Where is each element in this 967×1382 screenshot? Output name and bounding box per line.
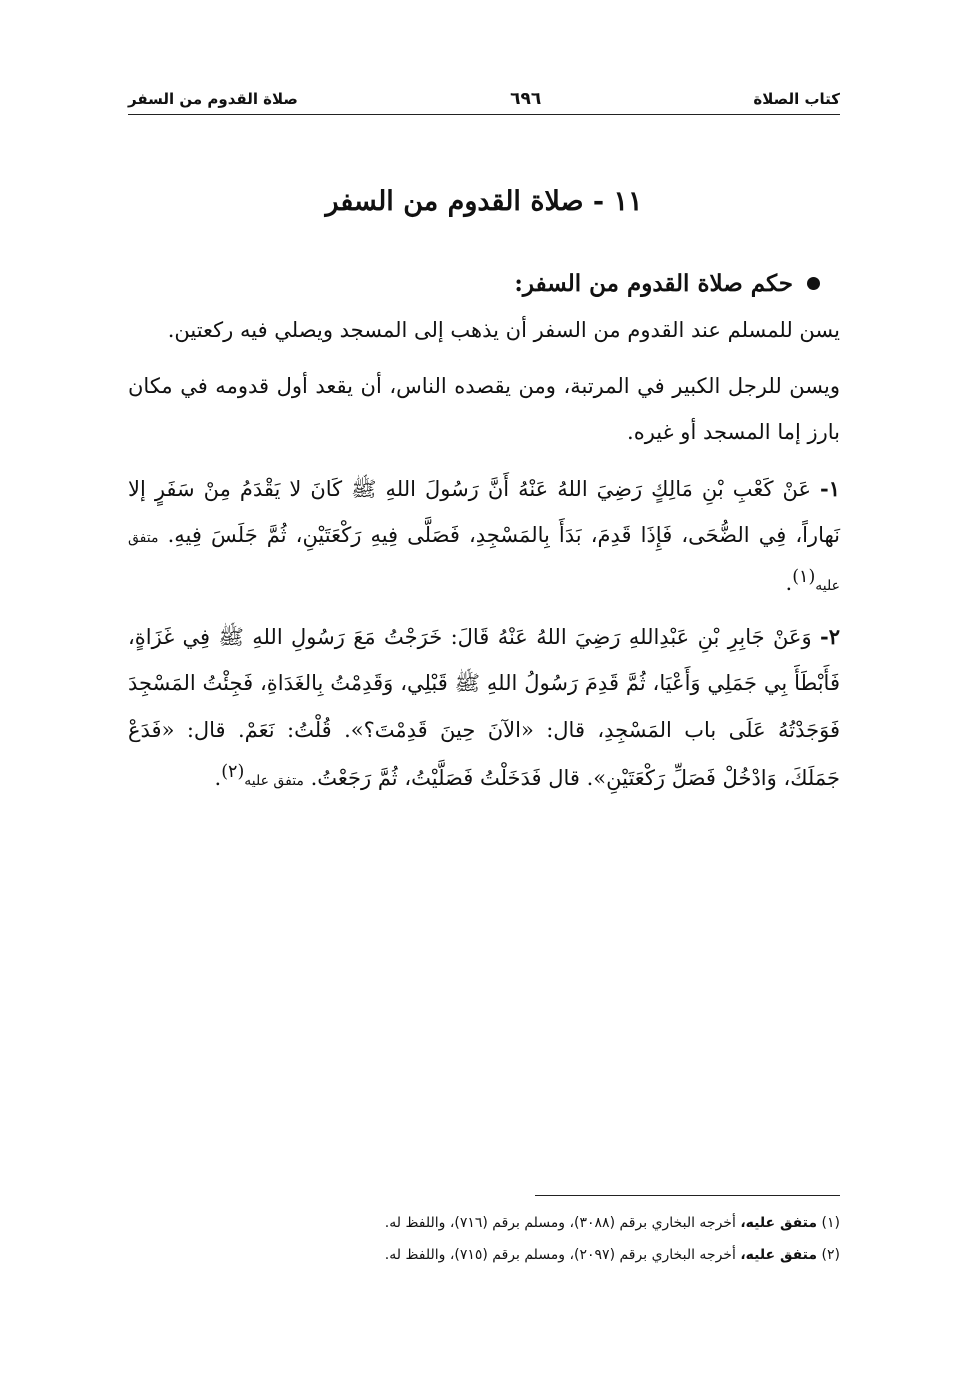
footnote-1 <box>128 1212 840 1234</box>
footnotes <box>128 1195 840 1277</box>
chapter-title: ١١ - صلاة القدوم من السفر <box>325 186 643 217</box>
footnote-label: متفق عليه، <box>740 1247 818 1264</box>
footnote-text: أخرجه البخاري برقم (٣٠٨٨)، ومسلم برقم (٧١٦)، واللفظ له. <box>384 1215 736 1231</box>
hadith-source: متفق عليه <box>244 772 304 789</box>
page-number: ٦٩٦ <box>510 89 542 109</box>
footnote-ref[interactable]: (١) <box>792 566 816 587</box>
paragraph-2: ويسن للرجل الكبير في المرتبة، ومن يقصده الناس، أن يقعد أول قدومه في مكان بارز إما المسجد أو غيره. <box>128 374 840 445</box>
bullet-icon <box>807 277 820 290</box>
footnote-ref[interactable]: (٢) <box>221 761 245 782</box>
page-content <box>128 270 840 809</box>
hadith-text: وَعَنْ جَابِرِ بْنِ عَبْدِاللهِ رَضِيَ اللهُ عَنْهُ قَالَ: خَرَجْتُ مَعَ رَسُولِ اللهِ ﷺ فِي غَزَاةٍ، فَأَبْطَأَ بِي جَمَلِي وَأَعْيَا، ثُمَّ قَدِمَ رَسُولُ اللهِ ﷺ قَبْلِي، وَقَدِمْتُ بِالغَدَاةِ، فَجِئْتُ المَسْجِدَ فَوَجَدْتُهُ عَلَى باب المَسْجِدِ، قال: «الآنَ حِينَ قَدِمْتَ؟». قُلْتُ: نَعَمْ. قال: «فَدَعْ جَمَلَكَ، وَادْخُلْ فَصَلِّ رَكْعَتَيْنِ». قال فَدَخَلْتُ فَصَلَّيْتُ، ثُمَّ رَجَعْتُ. <box>128 625 840 790</box>
header-book-title: كتاب الصلاة <box>753 90 840 108</box>
footnote-divider <box>535 1195 840 1196</box>
hadith-2: ٢- وَعَنْ جَابِرِ بْنِ عَبْدِاللهِ رَضِيَ اللهُ عَنْهُ قَالَ: خَرَجْتُ مَعَ رَسُولِ اللهِ ﷺ فِي غَزَاةٍ، فَأَبْطَأَ بِي جَمَلِي وَأَعْيَا، ثُمَّ قَدِمَ رَسُولُ اللهِ ﷺ قَبْلِي، وَقَدِمْتُ بِالغَدَاةِ، فَجِئْتُ المَسْجِدَ فَوَجَدْتُهُ عَلَى باب المَسْجِدِ، قال: «الآنَ حِينَ قَدِمْتَ؟». قُلْتُ: نَعَمْ. قال: «فَدَعْ جَمَلَكَ، وَادْخُلْ فَصَلِّ رَكْعَتَيْنِ». قال فَدَخَلْتُ فَصَلَّيْتُ، ثُمَّ رَجَعْتُ. متفق عليه$^{(٢)}$. <box>128 624 840 790</box>
section-heading <box>128 270 840 297</box>
hadith-number: ٢- <box>819 624 840 650</box>
paragraph-1: يسن للمسلم عند القدوم من السفر أن يذهب إلى المسجد ويصلي فيه ركعتين. <box>167 318 840 342</box>
running-header <box>128 84 840 115</box>
hadith-number: ١- <box>820 475 840 501</box>
section-heading-text: حكم صلاة القدوم من السفر: <box>514 270 793 297</box>
footnote-number: (١) <box>821 1215 840 1231</box>
footnote-number: (٢) <box>821 1247 840 1264</box>
footnote-2 <box>128 1244 840 1266</box>
hadith-source: متفق عليه <box>128 529 840 594</box>
header-chapter-title: صلاة القدوم من السفر <box>128 90 298 108</box>
hadith-text: عَنْ كَعْبِ بْنِ مَالِكٍ رَضِيَ اللهُ عَنْهُ أَنَّ رَسُولَ اللهِ ﷺ كَانَ لا يَقْدَمُ مِنْ سَفَرٍ إلا نَهاراً، فِي الضُّحَى، فَإِذَا قَدِمَ، بَدَأَ بِالمَسْجِدِ، فَصَلَّى فِيهِ رَكْعَتَيْنِ، ثُمَّ جَلَسَ فِيهِ. <box>128 476 840 547</box>
footnote-text: أخرجه البخاري برقم (٢٠٩٧)، ومسلم برقم (٧١٥)، واللفظ له. <box>384 1247 736 1264</box>
hadith-1: ١- عَنْ كَعْبِ بْنِ مَالِكٍ رَضِيَ اللهُ عَنْهُ أَنَّ رَسُولَ اللهِ ﷺ كَانَ لا يَقْدَمُ مِنْ سَفَرٍ إلا نَهاراً، فِي الضُّحَى، فَإِذَا قَدِمَ، بَدَأَ بِالمَسْجِدِ، فَصَلَّى فِيهِ رَكْعَتَيْنِ، ثُمَّ جَلَسَ فِيهِ. متفق عليه$^{(١)}$. <box>128 475 840 595</box>
footnote-label: متفق عليه، <box>740 1215 818 1231</box>
